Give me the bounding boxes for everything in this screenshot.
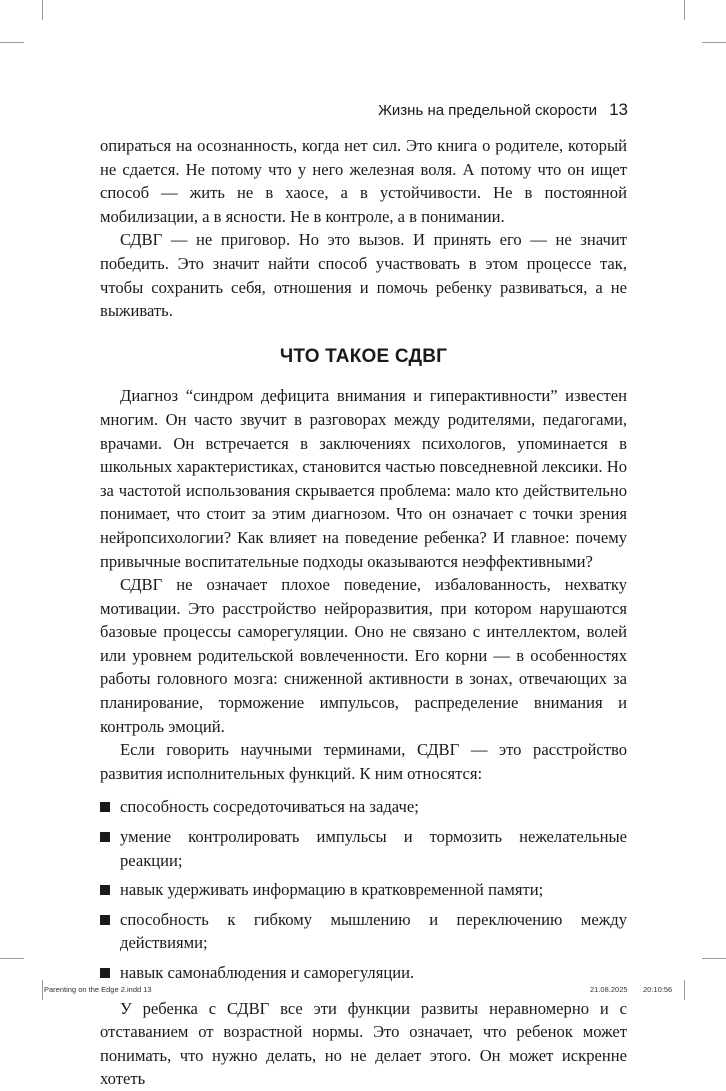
crop-mark — [42, 0, 43, 20]
crop-mark — [0, 42, 24, 43]
crop-mark — [0, 958, 24, 959]
square-bullet-icon — [100, 885, 110, 895]
list-item-text: способность к гибкому мышлению и переключению между действиями; — [120, 909, 627, 953]
page-body — [100, 134, 627, 1091]
list-item-text: способность сосредоточиваться на задаче; — [120, 797, 419, 817]
crop-mark — [684, 980, 685, 1000]
print-slug-file: Parenting on the Edge 2.indd 13 — [44, 985, 152, 994]
list-item — [100, 961, 627, 985]
list-item — [100, 878, 627, 902]
paragraph: Диагноз “синдром дефицита внимания и гиперактивности” известен многим. Он часто звучит в разговорах между родителями, педагогами, врачами. Он встречается в заключениях психологов, упоминается в школьных характеристиках, становится частью повседневной лексики. Но за частотой использования скрывается проблема: мало кто действительно понимает, что стоит за этим диагнозом. Что он означает с точки зрения нейропсихологии? Как влияет на поведение ребенка? И главное: почему привычные воспитательные подходы оказываются неэффективными? — [100, 386, 627, 571]
crop-mark — [42, 980, 43, 1000]
paragraph: СДВГ не означает плохое поведение, избалованность, нехватку мотивации. Это расстройство нейроразвития, при котором нарушаются базовые процессы саморегуляции. Оно не связано с интеллектом, волей или уровнем родительской вовлеченности. Его корни — в особенностях работы головного мозга: сниженной активности в зонах, отвечающих за планирование, торможение импульсов, распределение внимания и контроль эмоций. — [100, 575, 627, 736]
list-item — [100, 908, 627, 955]
paragraph: Если говорить научными терминами, СДВГ — это расстройство развития исполнительных функций. К ним относятся: — [100, 740, 627, 783]
paragraph: У ребенка с СДВГ все эти функции развиты неравномерно и с отставанием от возрастной нормы. Это означает, что ребенок может понимать, что нужно делать, но не делает этого. Он может искренне хотеть — [100, 998, 627, 1089]
list-item-text: умение контролировать импульсы и тормозить нежелательные реакции; — [120, 827, 627, 870]
crop-mark — [702, 42, 726, 43]
list-item — [100, 825, 627, 872]
square-bullet-icon — [100, 802, 110, 812]
list-item-text: навык удерживать информацию в кратковременной памяти; — [120, 880, 544, 900]
crop-mark — [702, 958, 726, 959]
section-title: ЧТО ТАКОЕ СДВГ — [279, 345, 448, 367]
square-bullet-icon — [100, 968, 110, 978]
paragraph: СДВГ — не приговор. Но это вызов. И принять его — не значит победить. Это значит найти способ участвовать в этом процессе так, чтобы сохранить себя, отношения и помочь ребенку развиваться, а не выживать. — [100, 230, 627, 321]
print-slug-time: 20:10:56 — [643, 985, 673, 994]
bullet-list — [100, 795, 627, 984]
list-item — [100, 795, 627, 819]
list-item-text: навык самонаблюдения и саморегуляции. — [120, 963, 415, 982]
running-title: Жизнь на предельной скорости — [378, 102, 598, 119]
paragraph: опираться на осознанность, когда нет сил. Это книга о родителе, который не сдается. Не потому что у него железная воля. А потому что он ищет способ — жить не в хаосе, а в устойчивости. Не в постоянной мобилизации, а в ясности. Не в контроле, а в понимании. — [100, 136, 627, 226]
running-header — [378, 100, 628, 120]
print-slug-date: 21.08.2025 — [590, 985, 628, 994]
square-bullet-icon — [100, 915, 110, 925]
square-bullet-icon — [100, 832, 110, 842]
crop-mark — [684, 0, 685, 20]
page-number: 13 — [609, 100, 628, 119]
